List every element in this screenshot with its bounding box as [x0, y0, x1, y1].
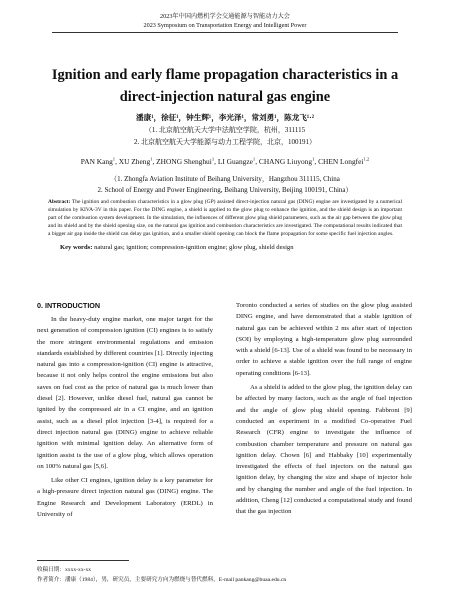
- cn-affiliation-2: 2. 北京航空航天大学能源与动力工程学院，北京，100191）: [134, 138, 316, 146]
- author-sup: 1,2: [363, 156, 370, 162]
- body-paragraph: Toronto conducted a series of studies on the glow plug assisted DING engine, and have demonstrated that a stable ignition of natural gas can be achieved within 2 ms after start of injection (SOI) by employing a high-temperature glow plug surrounded with a shield [6-13]. Use of a shield was found to be necessary in order to achieve a stable ignition over the full range of engine operating conditions [6-13].: [236, 302, 412, 377]
- abstract: [48, 199, 402, 239]
- author-sup: 1: [112, 156, 116, 162]
- section-heading: 0. INTRODUCTION: [37, 301, 101, 310]
- author-sup: 1: [211, 156, 215, 162]
- keywords: [60, 244, 410, 251]
- abstract-label: Abstract:: [48, 199, 71, 205]
- footnote-author: 作者简介：潘康（1984），男，研究员，主要研究方向为燃烧与替代燃料，E-mail pankang@buaa.edu.cn: [37, 577, 287, 583]
- body-paragraph: Like other CI engines, ignition delay is a key parameter for a high-pressure direct injection natural gas (DING) engine. The Engine Research and Development Laboratory (ERDL) in University of: [37, 477, 213, 519]
- author-name: LI Guangze: [217, 157, 253, 166]
- en-affiliation-1: （1. Zhongfa Aviation Institute of Beihang University，Hangzhou 311115, China: [110, 175, 340, 183]
- header-rule: [52, 32, 398, 33]
- running-header-cn: 2023年中国内燃机学会交通能源与智能动力大会: [160, 13, 290, 20]
- footnote-rule: [37, 560, 129, 561]
- author-name: CHEN Longfei: [318, 157, 364, 166]
- author-sup: 1: [252, 156, 256, 162]
- body-column-right: [236, 300, 412, 518]
- author-name: XU Zheng: [118, 157, 151, 166]
- paper-title: Ignition and early flame propagation characteristics in a direct-injection natural gas engine: [51, 67, 399, 105]
- footnote-received: 收稿日期：xxxx-xx-xx: [37, 567, 92, 573]
- en-affiliation-2: 2. School of Energy and Power Engineering, Beihang University, Beijing 100191, China）: [97, 186, 353, 194]
- author-sup: 1: [150, 156, 153, 162]
- cn-authors: 潘康¹，徐征¹，钟生辉¹，李光泽¹，常刘勇¹，陈龙飞¹·²: [136, 113, 314, 122]
- body-paragraph: As a shield is added to the glow plug, the ignition delay can be affected by many factors, such as the angle of fuel injection and the angle of glow plug shield opening. Fabbroni [9] conducted an experiment in a modified Co-operative Fuel Research (CFR) engine to investigate the influence of combustion chamber temperature and pressure on natural gas ignition delay. Chown [6] and Habbaky [10] experimentally investigated the effects of fuel injectors on the natural gas ignition delay, by changing the size and shape of injector hole and by changing the number and angle of the fuel injection. In addition, Cheng [12] conducted a computational study and found that the gas injection: [236, 384, 412, 516]
- running-header-en: 2023 Symposium on Transportation Energy and Intelligent Power: [143, 22, 307, 29]
- body-paragraph: In the heavy-duty engine market, one major target for the next generation of compression ignition (CI) engines is to satisfy the more stringent environmental regulations and emission standards established by different countries [1]. Directly injecting natural gas into a compression-ignition (CI) engine is attractive, because it not only helps control the engine emissions but also saves on fuel cost as the price of natural gas is much lower than diesel [2]. However, unlike diesel fuel, natural gas cannot be ignited by the compressed air in a CI engine, and an ignition assist, such as a diesel pilot injection [3-4], is required for a direct injection natural gas (DING) engine to achieve reliable ignition with minimal ignition delay. An alternative form of ignition assist is the use of a glow plug, which allows operation on 100% natural gas [5,6].: [37, 316, 213, 470]
- author-name: PAN Kang: [80, 157, 113, 166]
- keywords-text: natural gas; ignition; compression-ignition engine; glow plug, shield design: [94, 244, 294, 251]
- body-column-left: [37, 300, 213, 520]
- author-name: ZHONG Shenghui: [156, 157, 212, 166]
- cn-affiliation-1: （1. 北京航空航天大学中法航空学院，杭州，311115: [144, 126, 306, 134]
- en-authors: PAN Kang$^1$, XU Zheng$^1$, ZHONG Shenghui$^1$, LI Guangze$^1$, CHANG Liuyong$^1$, CHEN Longfei$^{1,2}$: [80, 156, 370, 166]
- author-name: CHANG Liuyong: [258, 157, 313, 166]
- keywords-label: Key words:: [60, 244, 93, 251]
- abstract-text: The ignition and combustion characteristics in a glow plug (GP) assisted direct-injection natural gas (DING) engine are investigated by a numerical simulation by KIVA-3V in this paper. For the DING engine, a shield is applied to the glow plug to enhance the ignition, and the shield design is an important part of the combustion system development. In the simulation, the influences of different glow plug shield parameters, such as the air gap between the glow plug and its shield and by the shield opening size, on the natural gas ignition and combustion characteristics are investigated. The computational results indicated that a bigger air gap inside the shield can delay gas ignition, and a smaller shield opening can block the flame propagation for some specific fuel injection angles.: [48, 199, 403, 237]
- author-sup: 1: [312, 156, 315, 162]
